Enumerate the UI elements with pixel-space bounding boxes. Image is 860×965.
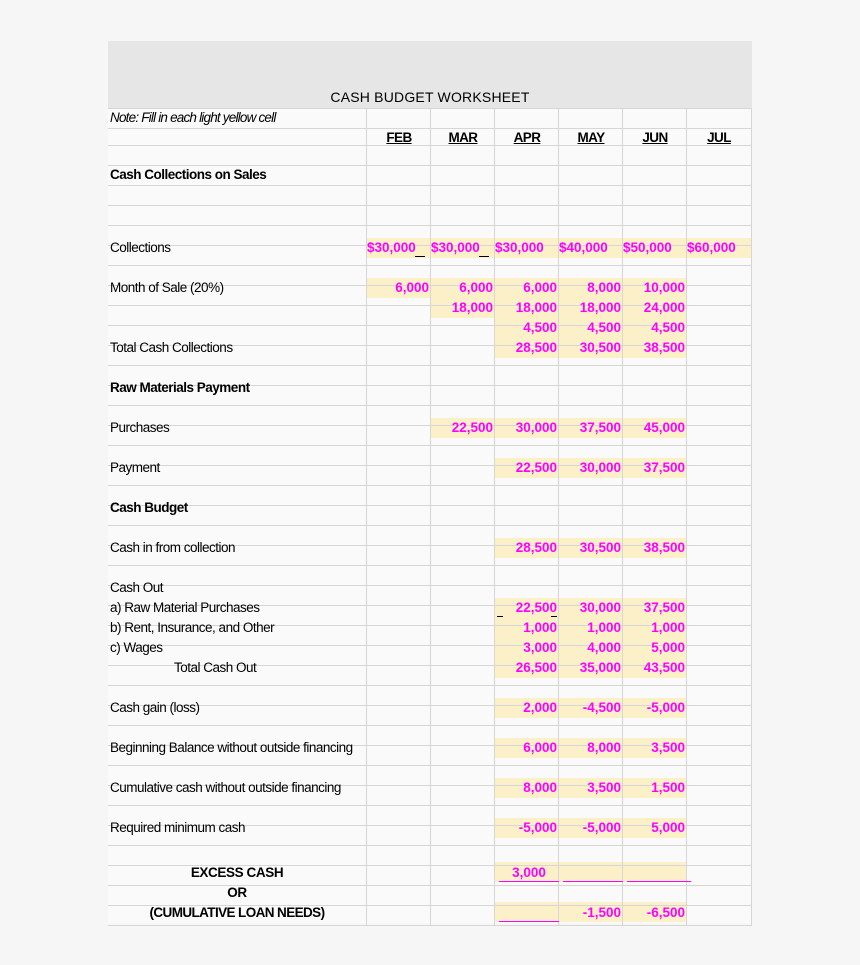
raw-purchases-may[interactable]: 30,000 bbox=[579, 600, 621, 615]
mos-r3-may[interactable]: 4,500 bbox=[587, 320, 621, 335]
collections-apr[interactable]: $30,000 bbox=[495, 240, 544, 255]
grid-column-line bbox=[622, 108, 623, 925]
label-beginning-balance: Beginning Balance without outside financing bbox=[110, 740, 353, 755]
month-header-mar: MAR bbox=[448, 130, 478, 145]
payment-jun[interactable]: 37,500 bbox=[643, 460, 685, 475]
collections-mar[interactable]: $30,000 bbox=[431, 240, 480, 255]
section-cash-collections: Cash Collections on Sales bbox=[110, 167, 267, 182]
cash-in-jun[interactable]: 38,500 bbox=[643, 540, 685, 555]
label-payment: Payment bbox=[110, 460, 160, 475]
label-total-cash-collections: Total Cash Collections bbox=[110, 340, 233, 355]
grid-row-line bbox=[108, 925, 752, 926]
grid-column-line bbox=[751, 108, 752, 925]
mos-r3-jun[interactable]: 4,500 bbox=[651, 320, 685, 335]
label-raw-material-purchases: a) Raw Material Purchases bbox=[110, 600, 260, 615]
label-cash-in: Cash in from collection bbox=[110, 540, 236, 555]
note-text: Note: Fill in each light yellow cell bbox=[110, 110, 276, 125]
total-out-may[interactable]: 35,000 bbox=[579, 660, 621, 675]
label-required-minimum: Required minimum cash bbox=[110, 820, 246, 835]
mos-r2-may[interactable]: 18,000 bbox=[579, 300, 621, 315]
collections-feb[interactable]: $30,000 bbox=[367, 240, 416, 255]
total-out-jun[interactable]: 43,500 bbox=[643, 660, 685, 675]
collections-may[interactable]: $40,000 bbox=[559, 240, 608, 255]
cash-budget-worksheet bbox=[108, 41, 752, 923]
payment-may[interactable]: 30,000 bbox=[579, 460, 621, 475]
month-header-jul: JUL bbox=[707, 130, 731, 145]
underline-excess-apr bbox=[499, 881, 559, 882]
grid-column-line bbox=[366, 108, 367, 925]
minimum-apr[interactable]: -5,000 bbox=[518, 820, 557, 835]
sheet-title: CASH BUDGET WORKSHEET bbox=[330, 89, 530, 105]
cash-in-may[interactable]: 30,500 bbox=[579, 540, 621, 555]
raw-purchases-jun[interactable]: 37,500 bbox=[643, 600, 685, 615]
purchases-mar[interactable]: 22,500 bbox=[451, 420, 493, 435]
underline-raw-apr-right bbox=[551, 616, 557, 617]
gain-jun[interactable]: -5,000 bbox=[646, 700, 685, 715]
label-cash-gain-loss: Cash gain (loss) bbox=[110, 700, 200, 715]
label-rent-insurance: b) Rent, Insurance, and Other bbox=[110, 620, 275, 635]
cumulative-apr[interactable]: 8,000 bbox=[523, 780, 557, 795]
total-out-apr[interactable]: 26,500 bbox=[515, 660, 557, 675]
mos-r1-jun[interactable]: 10,000 bbox=[643, 280, 685, 295]
total-collections-jun[interactable]: 38,500 bbox=[643, 340, 685, 355]
payment-apr[interactable]: 22,500 bbox=[515, 460, 557, 475]
loan-needs-may[interactable]: -1,500 bbox=[582, 905, 621, 920]
mos-r2-jun[interactable]: 24,000 bbox=[643, 300, 685, 315]
section-cash-budget: Cash Budget bbox=[110, 500, 188, 515]
month-header-apr: APR bbox=[513, 130, 541, 145]
gain-may[interactable]: -4,500 bbox=[582, 700, 621, 715]
gain-apr[interactable]: 2,000 bbox=[523, 700, 557, 715]
rent-apr[interactable]: 1,000 bbox=[523, 620, 557, 635]
month-header-jun: JUN bbox=[642, 130, 668, 145]
total-collections-apr[interactable]: 28,500 bbox=[515, 340, 557, 355]
label-month-of-sale: Month of Sale (20%) bbox=[110, 280, 224, 295]
month-header-feb: FEB bbox=[386, 130, 412, 145]
underline-collections-feb bbox=[415, 256, 425, 257]
label-cash-out: Cash Out bbox=[110, 580, 164, 595]
section-raw-materials: Raw Materials Payment bbox=[110, 380, 250, 395]
raw-purchases-apr[interactable]: 22,500 bbox=[515, 600, 557, 615]
mos-r1-feb[interactable]: 6,000 bbox=[395, 280, 429, 295]
underline-excess-may bbox=[563, 881, 623, 882]
mos-r1-mar[interactable]: 6,000 bbox=[459, 280, 493, 295]
mos-r1-may[interactable]: 8,000 bbox=[587, 280, 621, 295]
label-total-cash-out: Total Cash Out bbox=[174, 660, 257, 675]
month-header-may: MAY bbox=[577, 130, 605, 145]
label-cumulative-loan-needs: (CUMULATIVE LOAN NEEDS) bbox=[149, 905, 325, 920]
minimum-may[interactable]: -5,000 bbox=[582, 820, 621, 835]
underline-raw-apr-left bbox=[497, 616, 503, 617]
wages-apr[interactable]: 3,000 bbox=[523, 640, 557, 655]
wages-jun[interactable]: 5,000 bbox=[651, 640, 685, 655]
rent-jun[interactable]: 1,000 bbox=[651, 620, 685, 635]
minimum-jun[interactable]: 5,000 bbox=[651, 820, 685, 835]
label-excess-cash: EXCESS CASH bbox=[190, 865, 284, 880]
cumulative-may[interactable]: 3,500 bbox=[587, 780, 621, 795]
mos-r2-mar[interactable]: 18,000 bbox=[451, 300, 493, 315]
collections-jun[interactable]: $50,000 bbox=[623, 240, 672, 255]
underline-collections-mar bbox=[479, 256, 489, 257]
purchases-apr[interactable]: 30,000 bbox=[515, 420, 557, 435]
collections-jul[interactable]: $60,000 bbox=[687, 240, 736, 255]
cash-in-apr[interactable]: 28,500 bbox=[515, 540, 557, 555]
purchases-jun[interactable]: 45,000 bbox=[643, 420, 685, 435]
label-collections: Collections bbox=[110, 240, 171, 255]
rent-may[interactable]: 1,000 bbox=[587, 620, 621, 635]
label-or: OR bbox=[227, 885, 247, 900]
loan-needs-jun[interactable]: -6,500 bbox=[646, 905, 685, 920]
wages-may[interactable]: 4,000 bbox=[587, 640, 621, 655]
underline-loan-apr bbox=[499, 921, 559, 922]
begin-apr[interactable]: 6,000 bbox=[523, 740, 557, 755]
purchases-may[interactable]: 37,500 bbox=[579, 420, 621, 435]
grid-column-line bbox=[494, 108, 495, 925]
grid-column-line bbox=[430, 108, 431, 925]
grid-column-line bbox=[558, 108, 559, 925]
begin-may[interactable]: 8,000 bbox=[587, 740, 621, 755]
underline-excess-jun bbox=[627, 881, 691, 882]
mos-r1-apr[interactable]: 6,000 bbox=[523, 280, 557, 295]
label-wages: c) Wages bbox=[110, 640, 163, 655]
mos-r3-apr[interactable]: 4,500 bbox=[523, 320, 557, 335]
excess-cash-apr[interactable]: 3,000 bbox=[512, 865, 546, 880]
label-purchases: Purchases bbox=[110, 420, 170, 435]
grid-column-line bbox=[686, 108, 687, 925]
total-collections-may[interactable]: 30,500 bbox=[579, 340, 621, 355]
cumulative-jun[interactable]: 1,500 bbox=[651, 780, 685, 795]
begin-jun[interactable]: 3,500 bbox=[651, 740, 685, 755]
label-cumulative-cash: Cumulative cash without outside financing bbox=[110, 780, 341, 795]
mos-r2-apr[interactable]: 18,000 bbox=[515, 300, 557, 315]
